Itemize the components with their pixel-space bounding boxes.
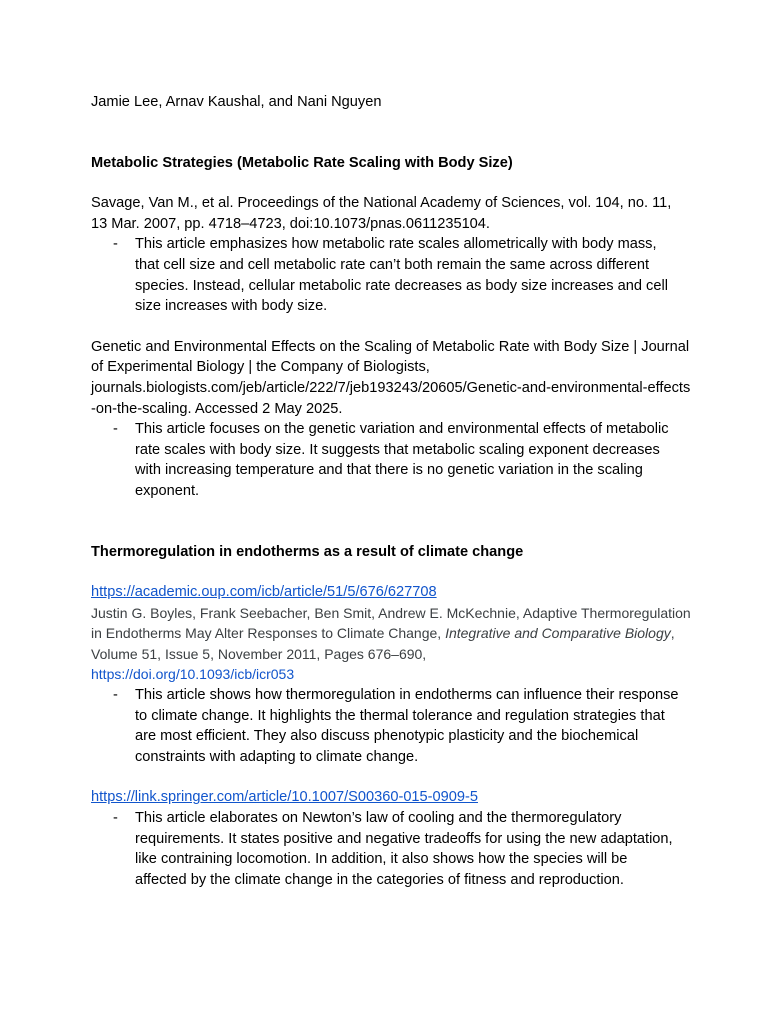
- citation-jeb-title: Genetic and Environmental Effects on the Scaling of Metabolic Rate with Body Size | Journal of Experimental Biology | the Company of Biologists,: [91, 338, 690, 376]
- url-line-oup: [91, 582, 691, 603]
- link-doi[interactable]: https://doi.org/10.1093/icb/icr053: [91, 666, 295, 683]
- link-academic-oup[interactable]: https://academic.oup.com/icb/article/51/5/676/627708: [91, 584, 437, 601]
- section-heading-metabolic: Metabolic Strategies (Metabolic Rate Scaling with Body Size): [91, 154, 513, 171]
- citation-boyles-details: , Volume 51, Issue 5, November 2011, Pages 676–690,: [91, 625, 675, 662]
- citation-savage: Savage, Van M., et al. Proceedings of the National Academy of Sciences, vol. 104, no. 11, 13 Mar. 2007, pp. 4718–4723, doi:10.1073/pnas.0611235104.: [91, 195, 672, 232]
- annotation-text: This article focuses on the genetic variation and environmental effects of metabolic rate scales with body size. It suggests that metabolic scaling exponent decreases with increasing temperature and that there is no genetic variation in the scaling exponent.: [135, 421, 669, 499]
- citation-jeb: [91, 337, 691, 419]
- annotation-text: This article shows how thermoregulation in endotherms can influence their response to climate change. It highlights the thermal tolerance and regulation strategies that are most efficient. They also discuss phenotypic plasticity and the biochemical constraints with adapting to climate change.: [135, 687, 679, 765]
- annotation-text: This article elaborates on Newton’s law of cooling and the thermoregulatory requirements. It states positive and negative tradeoffs for using the new adaptation, like contraining locomotion. In addition, it also shows how the species will be affected by the climate change in the categories of fitness and reproduction.: [135, 810, 673, 888]
- annotation-text: This article emphasizes how metabolic rate scales allometrically with body mass, that cell size and cell metabolic rate can’t both remain the same across different species. Instead, cellular metabolic rate decreases as body size increases and cell size increases with body size.: [135, 236, 668, 315]
- citation-boyles-authors: Justin G. Boyles, Frank Seebacher, Ben Smit, Andrew E. McKechnie, Adaptive Thermoregulation in Endotherms May Alter Responses to Climate Change,: [91, 604, 691, 642]
- author-line: Jamie Lee, Arnav Kaushal, and Nani Nguyen: [91, 94, 382, 110]
- citation-boyles: [91, 603, 691, 685]
- annotation-item: [91, 419, 691, 501]
- dash-bullet: -: [113, 421, 118, 438]
- dash-bullet: -: [113, 687, 118, 704]
- citation-boyles-journal: Integrative and Comparative Biology: [445, 625, 671, 642]
- document-page: [91, 92, 691, 890]
- annotation-item: [91, 808, 691, 890]
- annotation-item: [91, 234, 691, 316]
- link-springer[interactable]: https://link.springer.com/article/10.1007/S00360-015-0909-5: [91, 789, 478, 806]
- section-heading-thermoregulation: Thermoregulation in endotherms as a result of climate change: [91, 543, 524, 560]
- dash-bullet: -: [113, 236, 118, 253]
- url-line-springer: [91, 787, 691, 808]
- citation-jeb-url: journals.biologists.com/jeb/article/222/7/jeb193243/20605/Genetic-and-environmental-effects-on-the-scaling. Accessed 2 May 2025.: [91, 379, 691, 417]
- dash-bullet: -: [113, 810, 118, 827]
- annotation-item: [91, 685, 691, 767]
